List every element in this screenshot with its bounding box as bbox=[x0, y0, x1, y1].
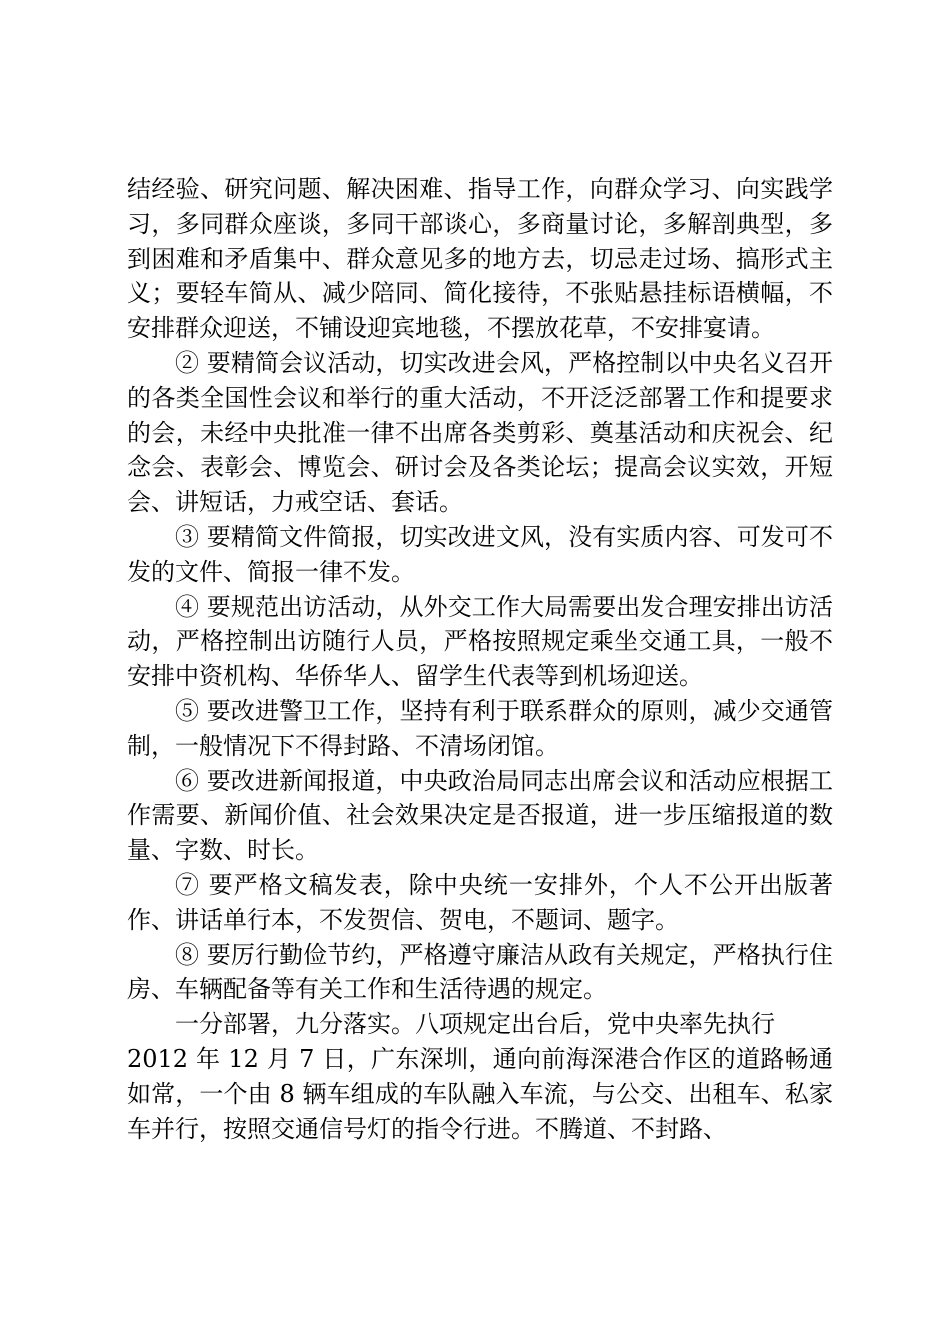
paragraph-implementation: 一分部署，九分落实。八项规定出台后，党中央率先执行 bbox=[175, 1010, 775, 1039]
paragraph-rule-4-visits: ④ 要规范出访活动，从外交工作大局需要出发合理安排出访活动，严格控制出访随行人员，严格按照规定乘坐交通工具，一般不安排中资机构、华侨华人、留学生代表等到机场迎送。 bbox=[127, 592, 833, 691]
paragraph-rule-7-publications: ⑦ 要严格文稿发表，除中央统一安排外，个人不公开出版著作、讲话单行本，不发贺信、贺电，不题词、题字。 bbox=[127, 870, 833, 934]
paragraph-rule-2-meetings: ② 要精简会议活动，切实改进会风，严格控制以中央名义召开的各类全国性会议和举行的重大活动，不开泛泛部署工作和提要求的会，未经中央批准一律不出席各类剪彩、奠基活动和庆祝会、纪念会、表彰会、博览会、研讨会及各类论坛；提高会议实效，开短会、讲短话，力戒空话、套话。 bbox=[127, 348, 833, 517]
paragraph-shenzhen-motorcade: 2012 年 12 月 7 日，广东深圳，通向前海深港合作区的道路畅通如常，一个由 8 辆车组成的车队融入车流，与公交、出租车、私家车并行，按照交通信号灯的指令行进。不腾道、不封路、 bbox=[127, 1044, 833, 1143]
paragraph-conduct-research: 结经验、研究问题、解决困难、指导工作，向群众学习、向实践学习，多同群众座谈，多同干部谈心，多商量讨论，多解剖典型，多到困难和矛盾集中、群众意见多的地方去，切忌走过场、搞形式主义；要轻车简从、减少陪同、简化接待，不张贴悬挂标语横幅，不安排群众迎送，不铺设迎宾地毯，不摆放花草，不安排宴请。 bbox=[127, 175, 833, 343]
paragraph-rule-3-documents: ③ 要精简文件简报，切实改进文风，没有实质内容、可发可不发的文件、简报一律不发。 bbox=[127, 522, 833, 586]
document-body bbox=[127, 172, 833, 1146]
paragraph-rule-5-security: ⑤ 要改进警卫工作，坚持有利于联系群众的原则，减少交通管制，一般情况下不得封路、不清场闭馆。 bbox=[127, 696, 833, 760]
paragraph-rule-6-news: ⑥ 要改进新闻报道，中央政治局同志出席会议和活动应根据工作需要、新闻价值、社会效果决定是否报道，进一步压缩报道的数量、字数、时长。 bbox=[127, 766, 833, 865]
paragraph-rule-8-frugality: ⑧ 要厉行勤俭节约，严格遵守廉洁从政有关规定，严格执行住房、车辆配备等有关工作和生活待遇的规定。 bbox=[127, 940, 833, 1004]
